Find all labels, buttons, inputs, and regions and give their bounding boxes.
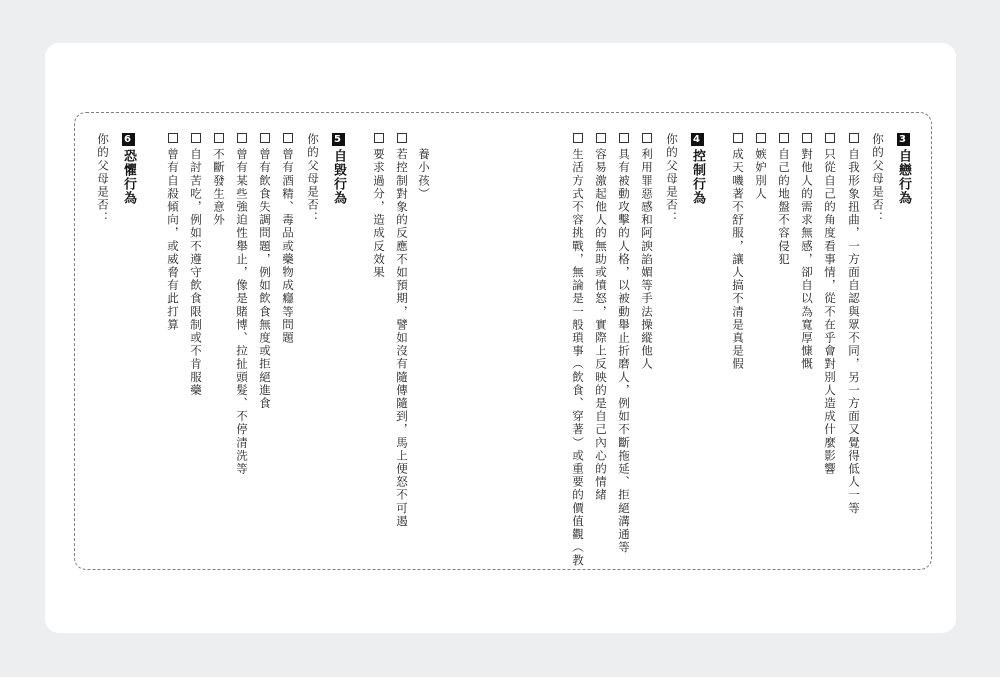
section-4-heading (688, 133, 707, 205)
checklist-item (165, 133, 181, 331)
checkbox[interactable] (825, 133, 835, 143)
item-text: 要求過分，造成反效果 (372, 148, 386, 279)
section-5-title: 自毀行為 (331, 149, 346, 205)
item-text: 容易激起他人的無助或憤怒，實際上反映的是自己內心的情緒 (594, 148, 608, 502)
item-text: 只從自己的角度看事情，從不在乎會對別人造成什麼影響 (823, 148, 837, 476)
checklist-item (211, 133, 227, 227)
checklist-item-continued: 養小孩） (417, 148, 431, 201)
checkbox[interactable] (237, 133, 247, 143)
section-4-title: 控制行為 (690, 149, 705, 205)
checkbox[interactable] (802, 133, 812, 143)
checkbox[interactable] (374, 133, 384, 143)
checklist-item (753, 133, 769, 200)
checklist-item (616, 133, 632, 554)
section-6-intro: 你的父母是否： (96, 133, 110, 225)
item-text: 自己的地盤不容侵犯 (777, 148, 791, 266)
section-4-number: 4 (691, 133, 704, 146)
item-text: 具有被動攻擊的人格，以被動舉止折磨人，例如不斷拖延、拒絕溝通等 (617, 148, 631, 555)
item-text: 嫉妒別人 (754, 148, 768, 201)
item-text: 生活方式不容挑戰，無論是一般瑣事（飲食、穿著）或重要的價值觀（教 (571, 148, 585, 568)
checkbox[interactable] (849, 133, 859, 143)
checklist-item (730, 133, 746, 371)
item-text: 自討苦吃，例如不遵守飲食限制或不肯服藥 (189, 148, 203, 397)
checkbox[interactable] (573, 133, 583, 143)
checkbox[interactable] (596, 133, 606, 143)
section-3-heading (894, 133, 913, 205)
checklist-item (280, 133, 296, 345)
item-text: 曾有酒精、毒品或藥物成癮等問題 (281, 148, 295, 345)
checkbox[interactable] (756, 133, 766, 143)
checkbox[interactable] (619, 133, 629, 143)
checkbox[interactable] (214, 133, 224, 143)
item-text: 若控制對象的反應不如預期，譬如沒有隨傳隨到，馬上便怒不可遏 (395, 148, 409, 528)
section-6-number: 6 (122, 133, 135, 146)
checkbox[interactable] (283, 133, 293, 143)
checklist-item (846, 133, 862, 515)
checklist-item (570, 133, 586, 567)
item-text: 成天嘰著不舒服，讓人搞不清是真是假 (731, 148, 745, 371)
checkbox[interactable] (260, 133, 270, 143)
section-3-number: 3 (897, 133, 910, 146)
item-text: 利用罪惡感和阿諛諂媚等手法操縱他人 (640, 148, 654, 371)
section-3-title: 自戀行為 (896, 149, 911, 205)
section-5-heading (329, 133, 348, 205)
item-text: 曾有某些強迫性舉止，像是賭博、拉扯頭髮、不停清洗等 (235, 148, 249, 476)
checklist-item (639, 133, 655, 371)
section-5-number: 5 (332, 133, 345, 146)
checklist-item (776, 133, 792, 266)
item-text: 自我形象扭曲，一方面自認與眾不同，另一方面又覺得低人一等 (847, 148, 861, 515)
item-text: 對他人的需求無感，卻自以為寬厚慷慨 (800, 148, 814, 371)
item-text: 不斷發生意外 (212, 148, 226, 227)
checkbox[interactable] (779, 133, 789, 143)
checkbox[interactable] (191, 133, 201, 143)
checkbox[interactable] (168, 133, 178, 143)
section-3-intro: 你的父母是否： (871, 133, 885, 225)
checklist-item (822, 133, 838, 476)
checkbox[interactable] (733, 133, 743, 143)
item-text: 曾有自殺傾向，或威脅有此打算 (166, 148, 180, 332)
checklist-item (593, 133, 609, 502)
checklist-item (257, 133, 273, 410)
checkbox[interactable] (642, 133, 652, 143)
section-5-intro: 你的父母是否： (306, 133, 320, 225)
item-text: 曾有飲食失調問題，例如飲食無度或拒絕進食 (258, 148, 272, 410)
checklist-item (234, 133, 250, 476)
checklist-item (799, 133, 815, 371)
checklist-item (371, 133, 387, 279)
section-6-title: 恐懼行為 (121, 149, 136, 205)
section-6-heading (119, 133, 138, 205)
checkbox[interactable] (397, 133, 407, 143)
checklist-item (394, 133, 410, 528)
section-4-intro: 你的父母是否： (665, 133, 679, 225)
checklist-item (188, 133, 204, 397)
